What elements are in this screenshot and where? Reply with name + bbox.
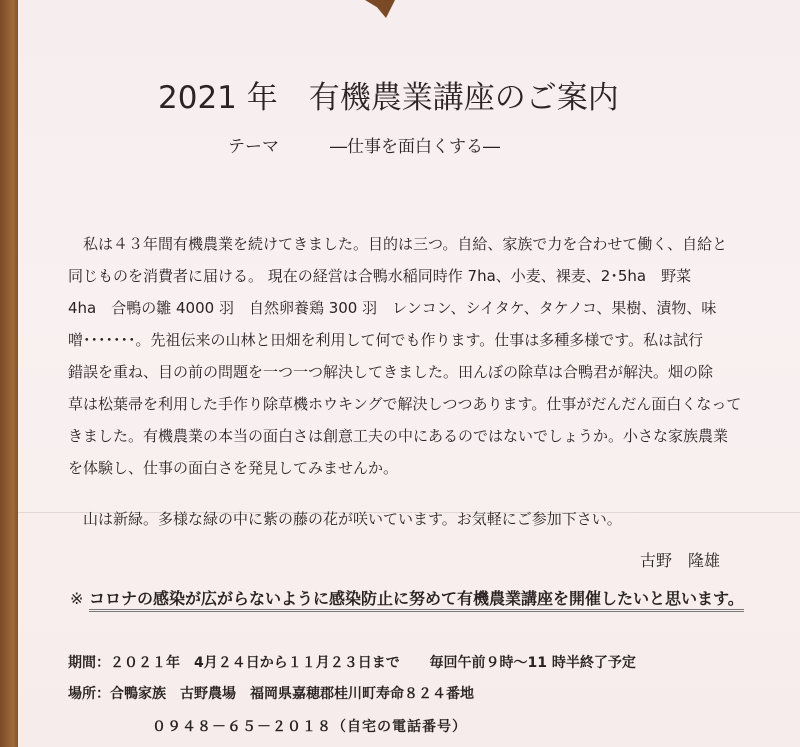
period-label: 期間： xyxy=(68,655,110,671)
body-line: 錯誤を重ね、目の前の問題を一つ一つ解決してきました。田んぼの除草は合鴨君が解決。畑の除 xyxy=(68,363,714,381)
note-text: コロナの感染が広がらないように感染防止に努めて有機農業講座を開催したいと思います。 xyxy=(88,589,744,608)
closing-line: 山は新緑。多様な緑の中に紫の藤の花が咲いています。お気軽にご参加下さい。 xyxy=(68,510,622,528)
period-row xyxy=(68,652,636,672)
theme-text: ―仕事を面白くする― xyxy=(330,137,500,157)
period-dates: ２０２１年 4月２４日から１１月２３日まで xyxy=(110,655,400,671)
place-row xyxy=(68,683,474,703)
page-title: 2021 年 有機農業講座のご案内 xyxy=(158,80,619,116)
covid-note xyxy=(70,586,744,609)
note-mark: ※ xyxy=(70,589,84,608)
signature: 古野 隆雄 xyxy=(640,551,721,570)
phone-number: ０９４８－６５－２０１８（自宅の電話番号） xyxy=(152,719,467,735)
theme-label: テーマ xyxy=(228,137,279,157)
body-line: きました。有機農業の本当の面白さは創意工夫の中にあるのではないでしょうか。小さな家族農業 xyxy=(68,427,729,445)
body-line: 草は松葉帚を利用した手作り除草機ホウキングで解決しつつあります。仕事がだんだん面白くなって xyxy=(68,395,742,413)
body-line: 噌･･･････。先祖伝来の山林と田畑を利用して何でも作ります。仕事は多種多様です。私は試行 xyxy=(68,331,704,349)
body-line: 私は４３年間有機農業を続けてきました。目的は三つ。自給、家族で力を合わせて働く、自給と xyxy=(68,235,728,253)
place-label: 場所： xyxy=(68,686,110,702)
place-text: 合鴨家族 古野農場 福岡県嘉穂郡桂川町寿命８２４番地 xyxy=(110,686,474,702)
body-line: 4ha 合鴨の雛 4000 羽 自然卵養鶏 300 羽 レンコン、シイタケ、タケノコ、果樹、漬物、味 xyxy=(68,299,717,317)
period-time: 毎回午前９時～11 時半終了予定 xyxy=(429,655,636,671)
body-line: 同じものを消費者に届ける。 現在の経営は合鴨水稲同時作 7ha、小麦、裸麦、2･5ha 野菜 xyxy=(68,267,692,285)
body-line: を体験し、仕事の面白さを発見してみませんか。 xyxy=(68,459,399,477)
